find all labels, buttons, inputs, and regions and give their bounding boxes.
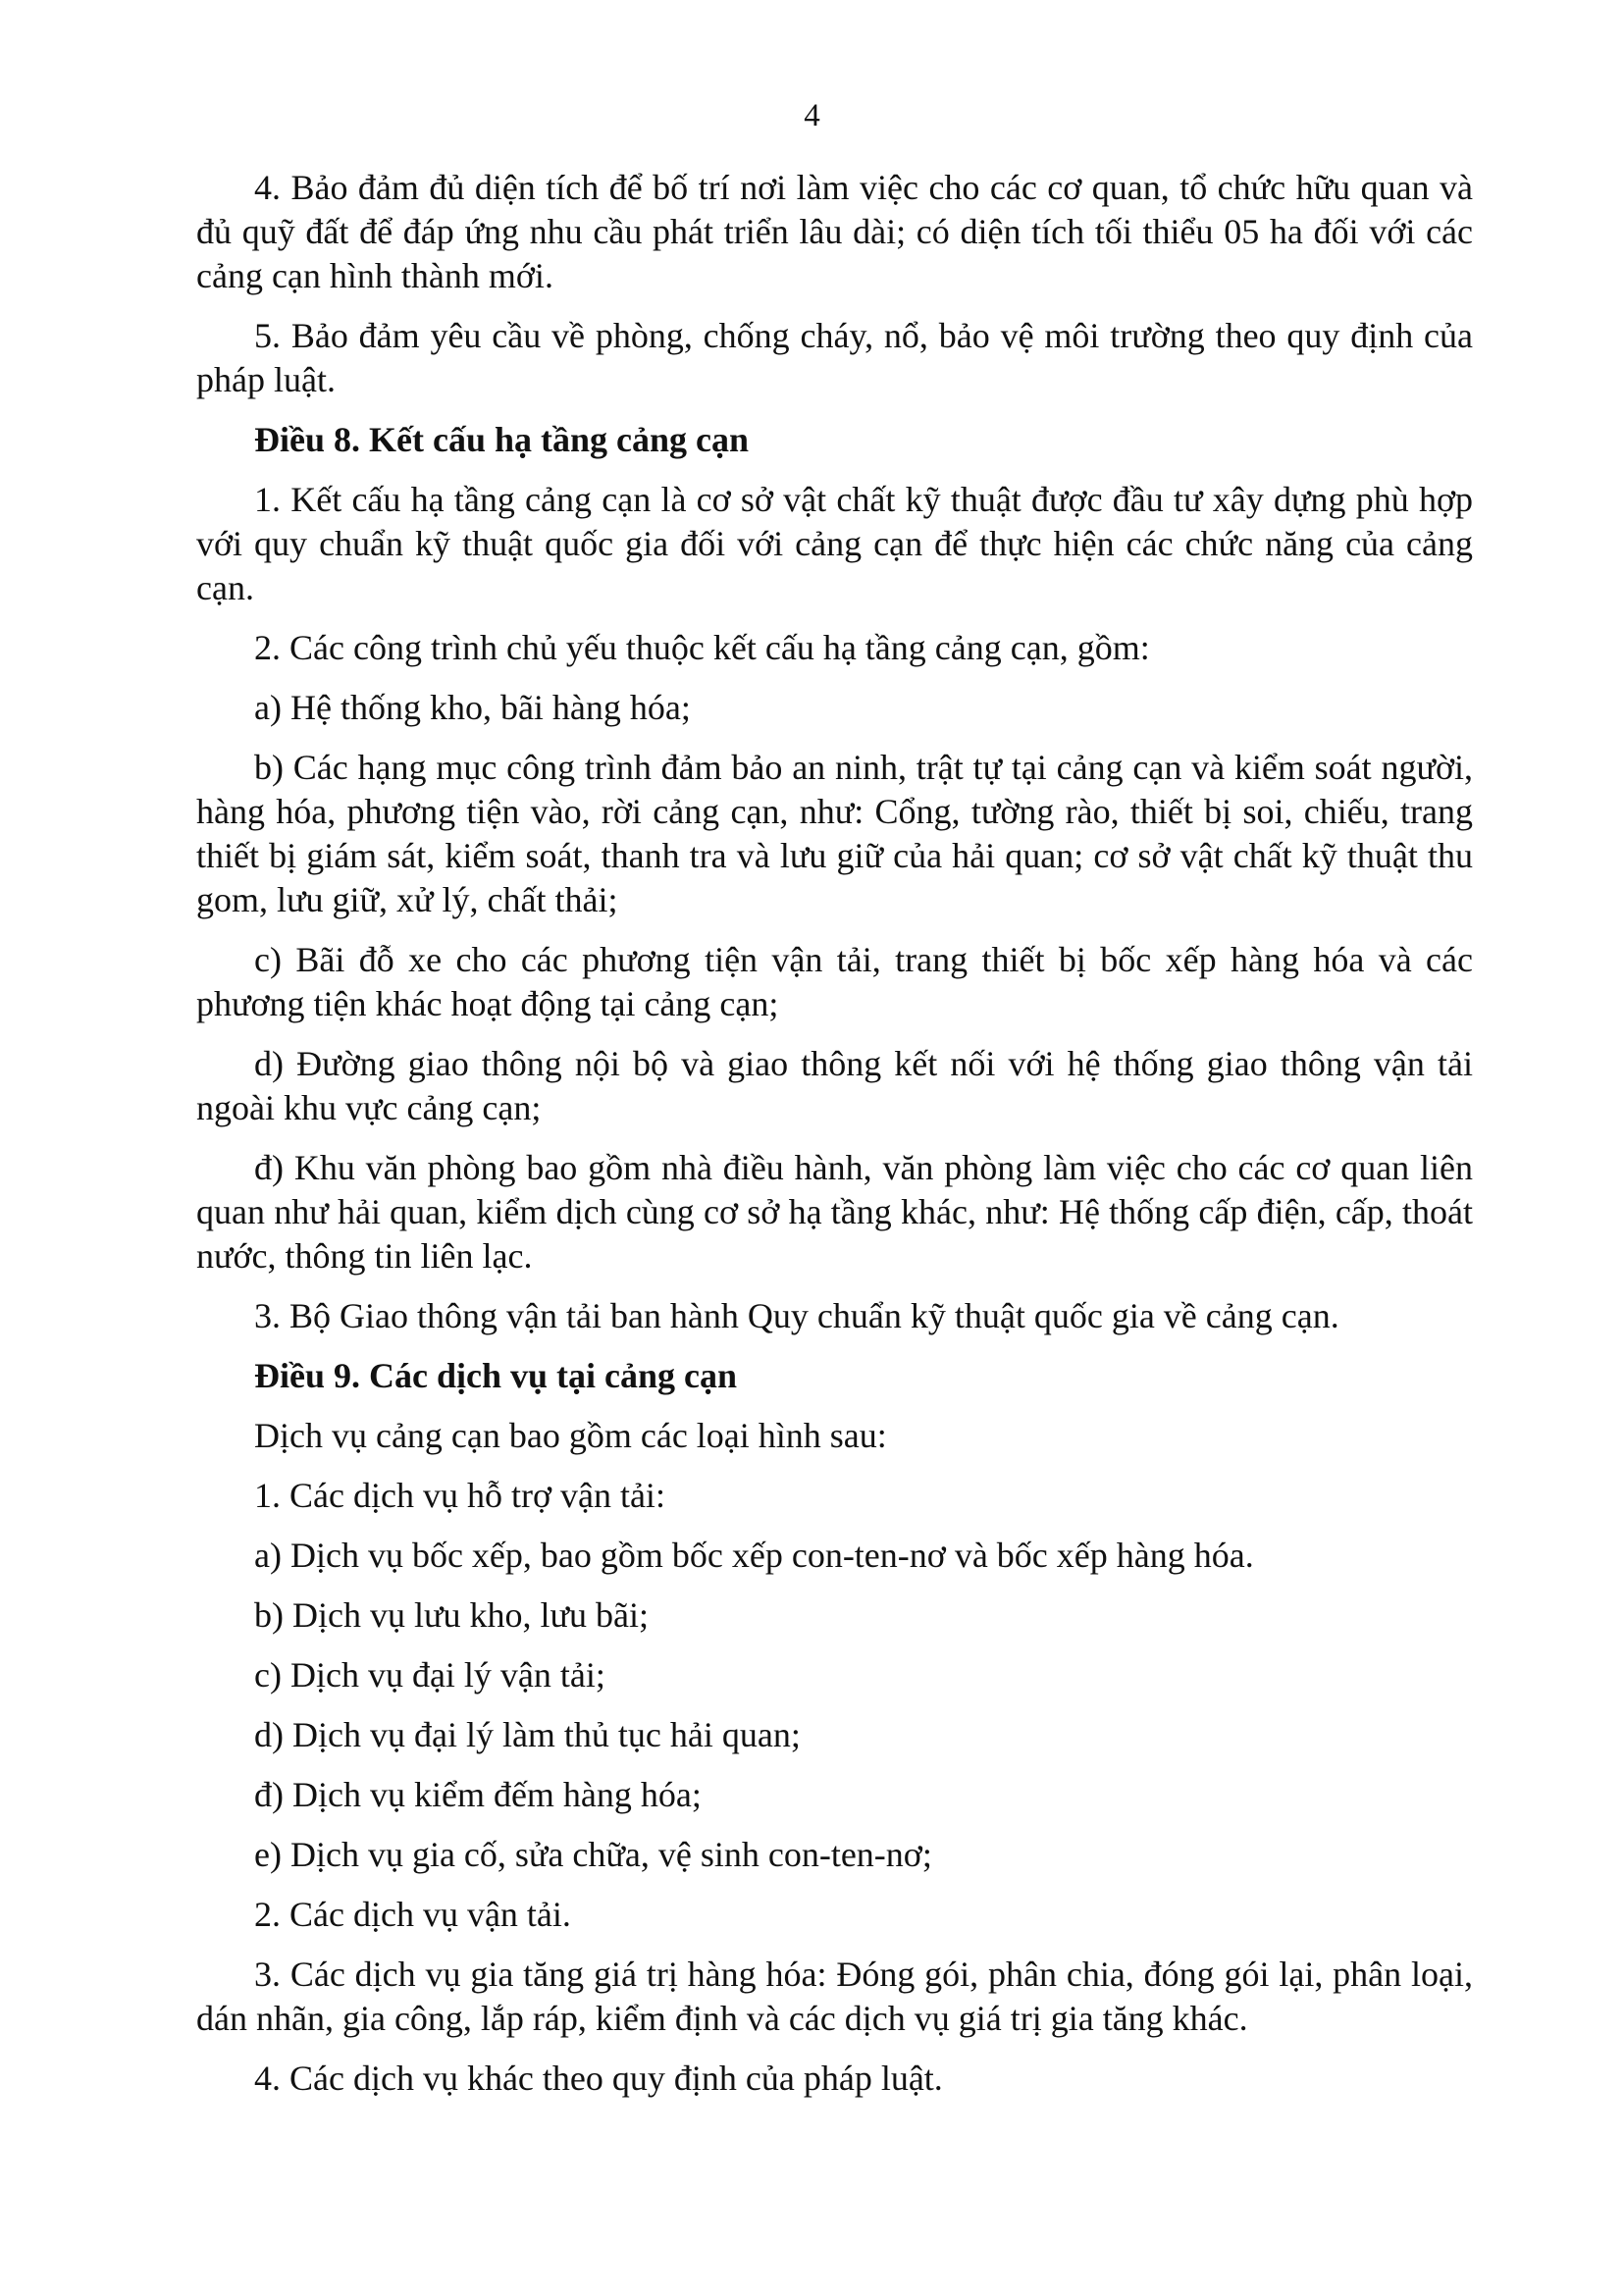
article-9-item-e: e) Dịch vụ gia cố, sửa chữa, vệ sinh con-ten-nơ; [254, 1835, 932, 1874]
document-body [196, 166, 1473, 2116]
article-9-item-c: c) Dịch vụ đại lý vận tải; [254, 1655, 605, 1695]
article-8-clause-2: 2. Các công trình chủ yếu thuộc kết cấu hạ tầng cảng cạn, gồm: [254, 628, 1150, 667]
article-9-item-b: b) Dịch vụ lưu kho, lưu bãi; [254, 1595, 649, 1635]
article-8-item-a: a) Hệ thống kho, bãi hàng hóa; [254, 688, 691, 727]
article-9-heading: Điều 9. Các dịch vụ tại cảng cạn [254, 1356, 738, 1395]
article-8-item-b: b) Các hạng mục công trình đảm bảo an ninh, trật tự tại cảng cạn và kiểm soát người, hàng hóa, phương tiện vào, rời cảng cạn, như: Cổng, tường rào, thiết bị soi, chiếu, trang thiết bị giám sát, kiểm soát, thanh tra và lưu giữ của hải quan; cơ sở vật chất kỹ thuật thu gom, lưu giữ, xử lý, chất thải; [196, 748, 1473, 919]
article-8-heading: Điều 8. Kết cấu hạ tầng cảng cạn [254, 420, 749, 459]
clause-5-paragraph: 5. Bảo đảm yêu cầu về phòng, chống cháy, nổ, bảo vệ môi trường theo quy định của pháp luật. [196, 316, 1473, 399]
article-8-clause-3: 3. Bộ Giao thông vận tải ban hành Quy chuẩn kỹ thuật quốc gia về cảng cạn. [254, 1296, 1339, 1335]
article-9-intro: Dịch vụ cảng cạn bao gồm các loại hình sau: [254, 1416, 887, 1455]
article-9-clause-3: 3. Các dịch vụ gia tăng giá trị hàng hóa: Đóng gói, phân chia, đóng gói lại, phân loại, dán nhãn, gia công, lắp ráp, kiểm định và các dịch vụ giá trị gia tăng khác. [196, 1955, 1473, 2038]
article-9-clause-4: 4. Các dịch vụ khác theo quy định của pháp luật. [254, 2059, 943, 2098]
article-8-item-d: d) Đường giao thông nội bộ và giao thông kết nối với hệ thống giao thông vận tải ngoài khu vực cảng cạn; [196, 1044, 1473, 1127]
clause-4-paragraph: 4. Bảo đảm đủ diện tích để bố trí nơi làm việc cho các cơ quan, tổ chức hữu quan và đủ quỹ đất để đáp ứng nhu cầu phát triển lâu dài; có diện tích tối thiểu 05 ha đối với các cảng cạn hình thành mới. [196, 168, 1473, 295]
article-8-item-dd: đ) Khu văn phòng bao gồm nhà điều hành, văn phòng làm việc cho các cơ quan liên quan như hải quan, kiểm dịch cùng cơ sở hạ tầng khác, như: Hệ thống cấp điện, cấp, thoát nước, thông tin liên lạc. [196, 1148, 1473, 1276]
article-8-item-c: c) Bãi đỗ xe cho các phương tiện vận tải, trang thiết bị bốc xếp hàng hóa và các phương tiện khác hoạt động tại cảng cạn; [196, 940, 1473, 1023]
article-8-clause-1: 1. Kết cấu hạ tầng cảng cạn là cơ sở vật chất kỹ thuật được đầu tư xây dựng phù hợp với quy chuẩn kỹ thuật quốc gia đối với cảng cạn để thực hiện các chức năng của cảng cạn. [196, 480, 1473, 607]
article-9-item-d: d) Dịch vụ đại lý làm thủ tục hải quan; [254, 1715, 801, 1754]
article-9-item-a: a) Dịch vụ bốc xếp, bao gồm bốc xếp con-ten-nơ và bốc xếp hàng hóa. [254, 1536, 1254, 1575]
page-number: 4 [804, 98, 820, 133]
article-9-clause-1: 1. Các dịch vụ hỗ trợ vận tải: [254, 1476, 665, 1515]
article-9-clause-2: 2. Các dịch vụ vận tải. [254, 1895, 571, 1934]
article-9-item-dd: đ) Dịch vụ kiểm đếm hàng hóa; [254, 1775, 702, 1814]
